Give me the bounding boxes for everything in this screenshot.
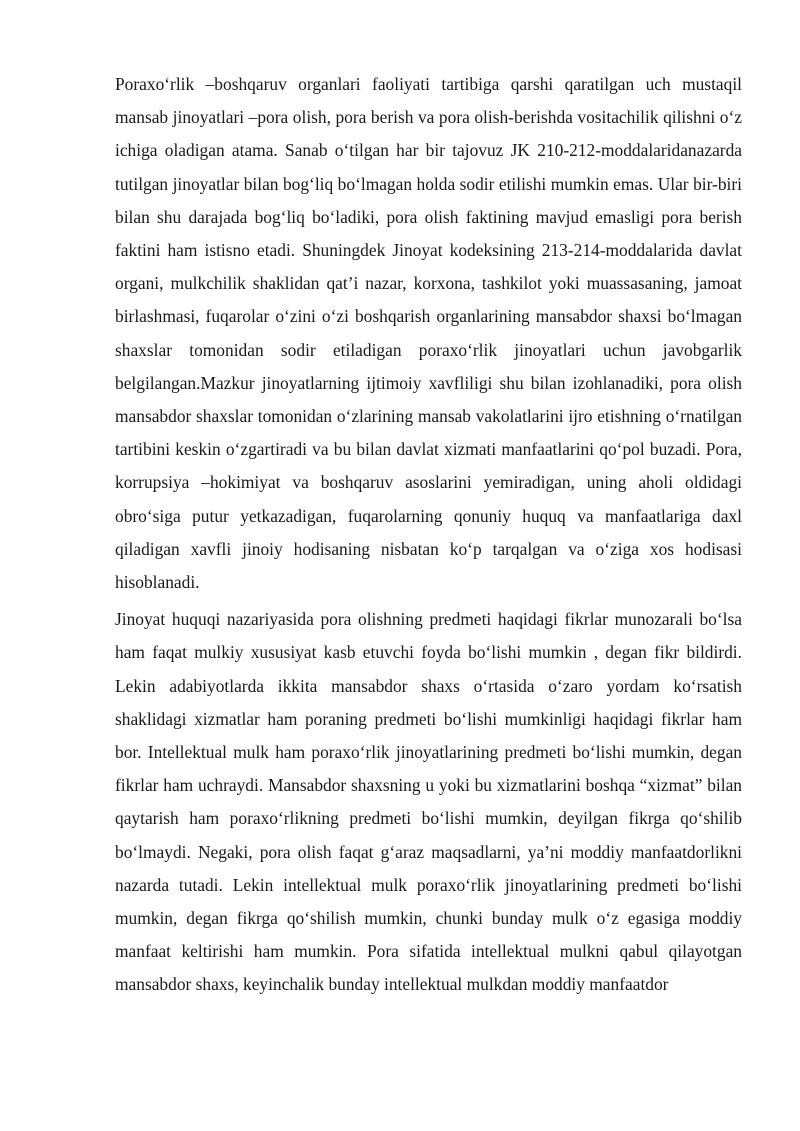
paragraph-bribe-subject: Jinoyat huquqi nazariyasida pora olishning predmeti haqidagi fikrlar munozarali bo‘lsa ham faqat mulkiy xususiyat kasb etuvchi foyda bo‘lishi mumkin , degan fikr bildirdi. Lekin adabiyotlarda ikkita mansabdor shaxs o‘rtasida o‘zaro yordam ko‘rsatish shaklidagi xizmatlar ham poraning predmeti bo‘lishi mumkinligi haqidagi fikrlar ham bor. Intellektual mulk ham poraxo‘rlik jinoyatlarining predmeti bo‘lishi mumkin, degan fikrlar ham uchraydi. Mansabdor shaxsning u yoki bu xizmatlarini boshqa “xizmat” bilan qaytarish ham poraxo‘rlikning predmeti bo‘lishi mumkin, deyilgan fikrga qo‘shilib bo‘lmaydi. Negaki, pora olish faqat g‘araz maqsadlarni, ya’ni moddiy manfaatdorlikni nazarda tutadi. Lekin intellektual mulk poraxo‘rlik jinoyatlarining predmeti bo‘lishi mumkin, degan fikrga qo‘shilish mumkin, chunki bunday mulk o‘z egasiga moddiy manfaat keltirishi ham mumkin. Pora sifatida intellektual mulkni qabul qilayotgan mansabdor shaxs, keyinchalik bunday intellektual mulkdan moddiy manfaatdor: [115, 609, 742, 995]
paragraph-bribery-definition: Poraxo‘rlik –boshqaruv organlari faoliyati tartibiga qarshi qaratilgan uch mustaqil mansab jinoyatlari –pora olish, pora berish va pora olish-berishda vositachilik qilishni o‘z ichiga oladigan atama. Sanab o‘tilgan har bir tajovuz JK 210-212-moddalaridanazarda tutilgan jinoyatlar bilan bog‘liq bo‘lmagan holda sodir etilishi mumkin emas. Ular bir-biri bilan shu darajada bog‘liq bo‘ladiki, pora olish faktining mavjud emasligi pora berish faktini ham istisno etadi. Shuningdek Jinoyat kodeksining 213-214-moddalarida davlat organi, mulkchilik shaklidan qat’i nazar, korxona, tashkilot yoki muassasaning, jamoat birlashmasi, fuqarolar o‘zini o‘zi boshqarish organlarining mansabdor shaxsi bo‘lmagan shaxslar tomonidan sodir etiladigan poraxo‘rlik jinoyatlari uchun javobgarlik belgilangan.Mazkur jinoyatlarning ijtimoiy xavfliligi shu bilan izohlanadiki, pora olish mansabdor shaxslar tomonidan o‘zlarining mansab vakolatlarini ijro etishning o‘rnatilgan tartibini keskin o‘zgartiradi va bu bilan davlat xizmati manfaatlarini qo‘pol buzadi. Pora, korrupsiya –hokimiyat va boshqaruv asoslarini yemiradigan, uning aholi oldidagi obro‘siga putur yetkazadigan, fuqarolarning qonuniy huquq va manfaatlariga daxl qiladigan xavfli jinoiy hodisaning nisbatan ko‘p tarqalgan va o‘ziga xos hodisasi hisoblanadi.: [115, 74, 742, 593]
document-page: [115, 68, 742, 1002]
